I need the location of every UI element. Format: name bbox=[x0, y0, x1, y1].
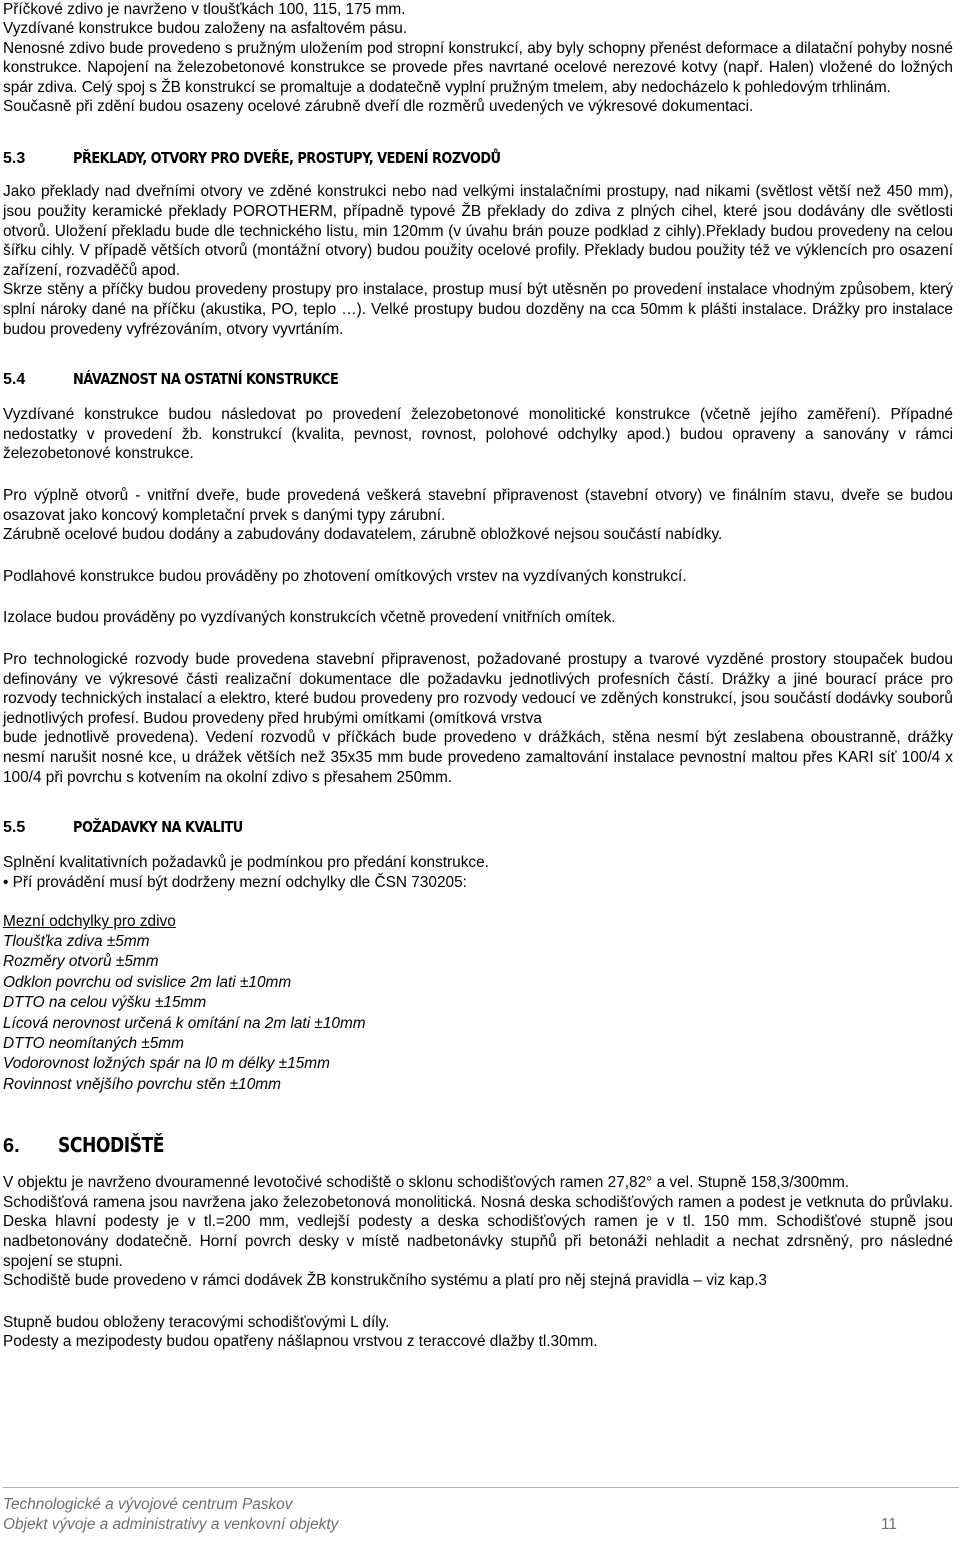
section-paragraph: V objektu je navrženo dvouramenné levotočivé schodiště o sklonu schodišťových ramen 27,82° a vel. Stupně 158,3/300mm. bbox=[3, 1174, 850, 1192]
section-paragraph: Schodiště bude provedeno v rámci dodávek ŽB konstrukčního systému a platí pro něj stejná pravidla – viz kap.3 bbox=[3, 1272, 767, 1290]
tolerance-item: Rozměry otvorů ±5mm bbox=[3, 953, 159, 971]
intro-paragraph: Nenosné zdivo bude provedeno s pružným uložením pod stropní konstrukcí, aby byly schopny přenést deformace a dilatační pohyby nosné konstrukce. Napojení na železobetonové konstrukce se provede přes navrtané ocelové nerezové kotvy (např. Halen) vložené do ložných spár zdiva. Celý spoj s ŽB konstrukcí se promaltuje a dodatečně vyplní pružným tmelem, aby nedocházelo k pohledovým trhlinám. bbox=[3, 39, 953, 96]
footer-project-title: Technologické a vývojové centrum Paskov bbox=[3, 1496, 293, 1513]
tolerance-item: DTTO na celou výšku ±15mm bbox=[3, 994, 207, 1012]
section-title: NÁVAZNOST NA OSTATNÍ KONSTRUKCE bbox=[73, 370, 339, 389]
tolerance-item: Tloušťka zdiva ±5mm bbox=[3, 932, 150, 950]
section-paragraph: bude jednotlivě provedena). Vedení rozvodů v příčkách bude provedeno v drážkách, stěna nesmí být zeslabena oboustranně, drážky nesmí narušit nosné kce, u drážek větších než 35x35 mm bude provedeno zamaltování instalace pevnostní maltou přes KARI síť 100/4 x 100/4 při povrchu s kotvením na okolní zdivo s přesahem 250mm. bbox=[3, 729, 953, 786]
section-heading-5-3 bbox=[3, 148, 953, 169]
section-title: SCHODIŠTĚ bbox=[58, 1133, 164, 1158]
tolerance-list-title: Mezní odchylky pro zdivo bbox=[3, 913, 176, 931]
footer-subtitle: Objekt vývoje a administrativy a venkovní objekty bbox=[3, 1516, 339, 1533]
page-footer bbox=[3, 1487, 959, 1535]
section-paragraph: Pro výplně otvorů - vnitřní dveře, bude provedená veškerá stavební připravenost (stavební otvory) ve finálním stavu, dveře se budou osazovat jako koncový kompletační prvek s danými typy zárubní. bbox=[3, 486, 953, 524]
intro-paragraph: Příčkové zdivo je navrženo v tloušťkách 100, 115, 175 mm. bbox=[3, 1, 406, 18]
footer-row bbox=[3, 1515, 959, 1535]
intro-paragraph: Vyzdívané konstrukce budou založeny na asfaltovém pásu. bbox=[3, 20, 408, 38]
section-paragraph: Splnění kvalitativních požadavků je podmínkou pro předání konstrukce. bbox=[3, 854, 489, 872]
tolerance-item: Lícová nerovnost určená k omítání na 2m lati ±10mm bbox=[3, 1014, 366, 1032]
section-heading-5-5 bbox=[3, 817, 953, 838]
section-heading-6 bbox=[3, 1133, 953, 1158]
section-paragraph: Skrze stěny a příčky budou provedeny prostupy pro instalace, prostup musí být utěsněn po provedení instalace vhodným způsobem, který splní nároky dané na příčku (akustika, PO, teplo …). Velké prostupy budou dozděny na cca 50mm k plášti instalace. Drážky pro instalace budou provedeny vyfrézováním, otvory vyvrtáním. bbox=[3, 281, 953, 338]
document-page bbox=[3, 0, 953, 1352]
intro-block bbox=[3, 0, 953, 116]
section-paragraph: Schodišťová ramena jsou navržena jako železobetonová monolitická. Nosná deska schodišťových ramen a podest je vetknuta do průvlaku. Deska hlavní podesty je v tl.=200 mm, vedlejší podesty a deska schodišťových ramen je v tl. 150 mm. Schodišťové stupně jsou nadbetonovány dodatečně. Horní povrch desky v místě nadbetonávky stupňů při betonáži nehladit a nechat zdrsněný, pro následné spojení se stupni. bbox=[3, 1193, 953, 1270]
bullet-paragraph: • Pří provádění musí být dodrženy mezní odchylky dle ČSN 730205: bbox=[3, 873, 467, 891]
page-number: 11 bbox=[881, 1516, 897, 1533]
section-paragraph: Stupně budou obloženy teracovými schodišťovými L díly. bbox=[3, 1313, 390, 1331]
tolerance-item: Vodorovnost ložných spár na l0 m délky ±15mm bbox=[3, 1055, 330, 1073]
intro-paragraph: Současně při zdění budou osazeny ocelové zárubně dveří dle rozměrů uvedených ve výkresové dokumentaci. bbox=[3, 98, 754, 116]
tolerance-list bbox=[3, 932, 953, 1095]
section-paragraph: Podlahové konstrukce budou prováděny po zhotovení omítkových vrstev na vyzdívaných konstrukcí. bbox=[3, 567, 687, 585]
section-number: 5.4 bbox=[3, 371, 26, 389]
section-paragraph: Izolace budou prováděny po vyzdívaných konstrukcích včetně provedení vnitřních omítek. bbox=[3, 609, 616, 627]
section-number: 5.5 bbox=[3, 819, 26, 837]
section-number: 5.3 bbox=[3, 150, 26, 168]
tolerance-item: DTTO neomítaných ±5mm bbox=[3, 1034, 184, 1052]
section-paragraph: Vyzdívané konstrukce budou následovat po provedení železobetonové monolitické konstrukce (včetně jejího zaměření). Případné nedostatky v provedení žb. konstrukcí (kvalita, pevnost, rovnost, polohové odchylky apod.) budou opraveny a sanovány v rámci železobetonové konstrukce. bbox=[3, 406, 953, 463]
section-paragraph: Pro technologické rozvody bude provedena stavební připravenost, požadované prostupy a tvarové vyzděné prostory stoupaček budou definovány ve výkresové části realizační dokumentace dle požadavku jednotlivých profesních částí. Drážky a jiné bourací práce pro rozvody technických instalací a elektro, které budou provedeny pro rozvody vedoucí ve zděných konstrukcí, jsou součástí dodávky souborů jednotlivých profesí. Budou provedeny před hrubými omítkami (omítková vrstva bbox=[3, 650, 953, 727]
section-title: PŘEKLADY, OTVORY PRO DVEŘE, PROSTUPY, VEDENÍ ROZVODŮ bbox=[73, 149, 501, 168]
section-paragraph: Podesty a mezipodesty budou opatřeny nášlapnou vrstvou z teraccové dlažby tl.30mm. bbox=[3, 1333, 598, 1351]
section-number: 6. bbox=[3, 1135, 20, 1158]
section-heading-5-4 bbox=[3, 369, 953, 390]
tolerance-item: Rovinnost vnějšího povrchu stěn ±10mm bbox=[3, 1075, 281, 1093]
section-title: POŽADAVKY NA KVALITU bbox=[73, 818, 243, 837]
section-paragraph: Jako překlady nad dveřními otvory ve zděné konstrukci nebo nad velkými instalačními prostupy, nad nikami (světlost větší než 450 mm), jsou použity keramické překlady POROTHERM, případně typové ŽB překlady do zdiva z plných cihel, které jsou dodávány dle světlosti otvorů. Uložení překladu bude dle technického listu, min 120mm (v úvahu brán pouze podklad z cihly).Překlady budou provedeny na celou šířku cihly. V případě větších otvorů (montážní otvory) budou použity ocelové profily. Překlady budou použity též ve výklencích pro osazení zařízení, rozvaděčů apod. bbox=[3, 183, 953, 279]
section-paragraph: Zárubně ocelové budou dodány a zabudovány dodavatelem, zárubně obložkové nejsou součástí nabídky. bbox=[3, 526, 723, 544]
tolerance-item: Odklon povrchu od svislice 2m lati ±10mm bbox=[3, 973, 292, 991]
